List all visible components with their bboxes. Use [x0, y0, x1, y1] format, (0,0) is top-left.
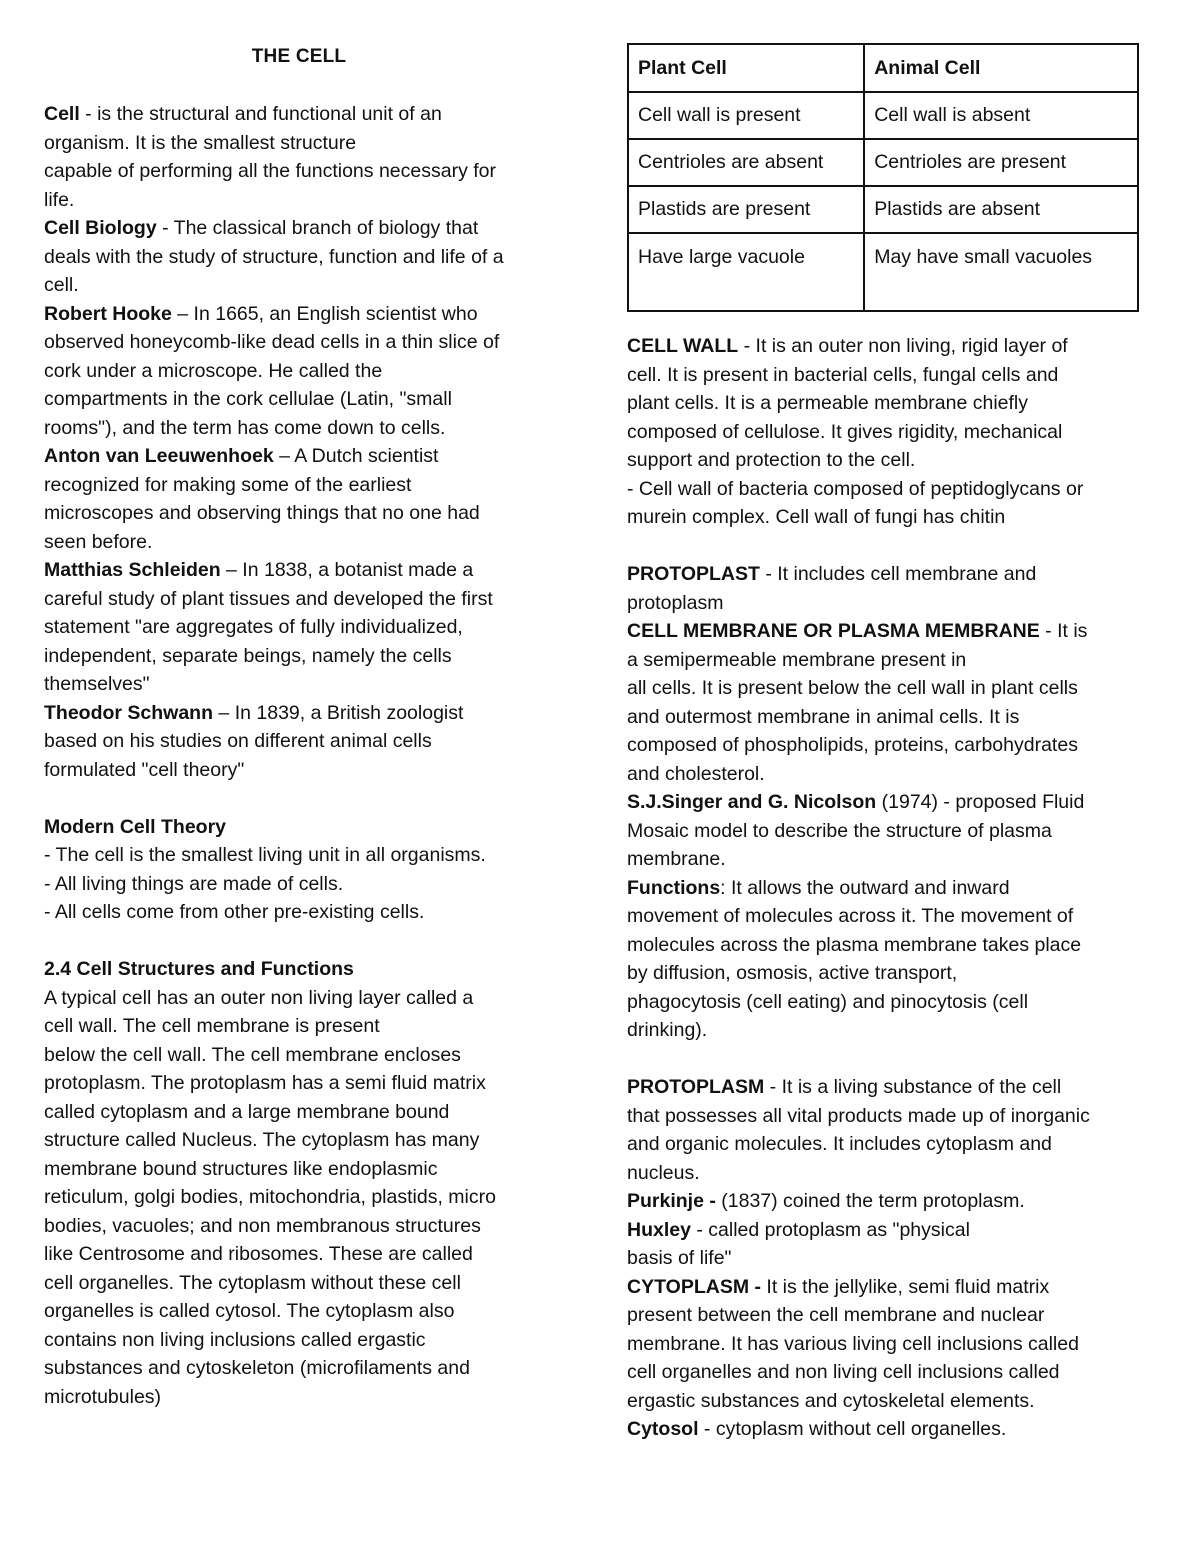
spacer [44, 927, 564, 956]
text-line: like Centrosome and ribosomes. These are called [44, 1243, 473, 1265]
cell-definition: - is the structural and functional unit of an [79, 103, 442, 125]
text-line: ergastic substances and cytoskeletal elements. [627, 1389, 1035, 1412]
table-row [628, 92, 1138, 139]
table-cell: Plastids are present [628, 186, 864, 233]
text-line: called cytoplasm and a large membrane bound [44, 1100, 450, 1123]
term-cytoplasm: CYTOPLASM - [627, 1275, 761, 1298]
text-line: plant cells. It is a permeable membrane chiefly [627, 392, 1029, 414]
text-line: by diffusion, osmosis, active transport, [627, 962, 958, 984]
spacer [44, 784, 564, 813]
text-line: drinking). [627, 1019, 708, 1041]
page-title: THE CELL [251, 46, 347, 67]
paragraph-protoplast [627, 560, 1147, 589]
paragraph-cell-biology [44, 214, 564, 243]
text-line: protoplasm [627, 591, 724, 614]
table-cell: Cell wall is absent [864, 92, 1138, 139]
text-line: basis of life" [627, 1247, 732, 1269]
schwann-text: – In 1839, a British zoologist [213, 701, 464, 724]
text-line: based on his studies on different animal cells [44, 730, 432, 752]
table-row [628, 139, 1138, 186]
term-huxley: Huxley [627, 1218, 691, 1241]
table-row [628, 186, 1138, 233]
paragraph-schleiden [44, 556, 564, 585]
text-line: cell wall. The cell membrane is present [44, 1015, 380, 1037]
leeuwenhoek-text: – A Dutch scientist [273, 445, 439, 467]
table-header-animal: Animal Cell [864, 44, 1138, 92]
text-line: reticulum, golgi bodies, mitochondria, plastids, micro [44, 1186, 496, 1208]
text-line: - Cell wall of bacteria composed of peptidoglycans or [627, 477, 1084, 500]
functions-text: : It allows the outward and inward [720, 876, 1010, 899]
term-cell: Cell [44, 103, 80, 125]
cell-biology-definition: - The classical branch of biology that [156, 217, 479, 239]
text-line: and organic molecules. It includes cytoplasm and [627, 1133, 1052, 1155]
paragraph-leeuwenhoek [44, 442, 564, 471]
text-line: cell. It is present in bacterial cells, fungal cells and [627, 363, 1059, 386]
term-protoplasm: PROTOPLASM [627, 1076, 765, 1098]
table-cell: Centrioles are absent [628, 139, 864, 186]
text-line: protoplasm. The protoplasm has a semi fluid matrix [44, 1072, 486, 1094]
paragraph-cytosol [627, 1415, 1147, 1444]
cell-wall-text: - It is an outer non living, rigid layer of [738, 335, 1068, 357]
term-protoplast: PROTOPLAST [627, 563, 760, 585]
paragraph-singer-nicolson [627, 788, 1147, 817]
text-line: independent, separate beings, namely the cells [44, 644, 452, 667]
spacer [627, 1045, 1147, 1074]
text-line: and cholesterol. [627, 762, 765, 785]
paragraph-cell [44, 100, 564, 129]
term-cytosol: Cytosol [627, 1418, 699, 1440]
text-line: below the cell wall. The cell membrane encloses [44, 1043, 461, 1066]
text-line: membrane. [627, 848, 726, 870]
paragraph-protoplasm [627, 1073, 1147, 1102]
heading-modern-cell-theory [44, 813, 564, 842]
text-line: rooms"), and the term has come down to cells. [44, 416, 446, 439]
text-line: formulated "cell theory" [44, 758, 245, 781]
table-cell: Have large vacuole [628, 233, 864, 311]
text-line: present between the cell membrane and nuclear [627, 1304, 1045, 1326]
heading-cell-structures [44, 955, 564, 984]
paragraph-cell-wall [627, 332, 1147, 361]
text-line: and outermost membrane in animal cells. It is [627, 705, 1020, 728]
comparison-table [627, 43, 1139, 312]
term-singer-nicolson: S.J.Singer and G. Nicolson [627, 791, 877, 813]
purkinje-text: (1837) coined the term protoplasm. [715, 1190, 1025, 1212]
text-line: cork under a microscope. He called the [44, 359, 383, 382]
text-line: bodies, vacuoles; and non membranous structures [44, 1214, 481, 1237]
text-line: support and protection to the cell. [627, 449, 916, 471]
text-line: murein complex. Cell wall of fungi has chitin [627, 506, 1006, 528]
text-line: movement of molecules across it. The movement of [627, 905, 1074, 927]
text-line: composed of phospholipids, proteins, carbohydrates [627, 734, 1078, 756]
term-schwann: Theodor Schwann [44, 701, 214, 724]
text-line: recognized for making some of the earliest [44, 473, 412, 496]
text-line: microscopes and observing things that no one had [44, 502, 480, 524]
theory-point: - All living things are made of cells. [44, 872, 344, 895]
table-header-row [628, 44, 1138, 92]
cell-membrane-text: - It is [1039, 620, 1088, 642]
schleiden-text: – In 1838, a botanist made a [220, 559, 474, 581]
modern-cell-theory-title: Modern Cell Theory [44, 815, 227, 838]
right-text-body [627, 332, 1147, 1444]
protoplasm-text: - It is a living substance of the cell [764, 1076, 1062, 1098]
spacer [627, 532, 1147, 561]
paragraph-purkinje [627, 1187, 1147, 1216]
table-header-plant: Plant Cell [628, 44, 864, 92]
term-cell-membrane: CELL MEMBRANE OR PLASMA MEMBRANE [627, 620, 1040, 642]
text-line: careful study of plant tissues and developed the first [44, 587, 493, 610]
text-line: membrane bound structures like endoplasmic [44, 1157, 438, 1180]
paragraph-schwann [44, 699, 564, 728]
table-cell: May have small vacuoles [864, 233, 1138, 311]
term-schleiden: Matthias Schleiden [44, 559, 221, 581]
text-line: themselves" [44, 673, 150, 695]
text-line: molecules across the plasma membrane takes place [627, 933, 1082, 956]
text-line: that possesses all vital products made up of inorganic [627, 1104, 1090, 1127]
huxley-text: - called protoplasm as "physical [690, 1218, 970, 1241]
text-line: membrane. It has various living cell inclusions called [627, 1332, 1079, 1355]
text-line: cell organelles and non living cell inclusions called [627, 1361, 1060, 1383]
cytosol-text: - cytoplasm without cell organelles. [698, 1418, 1007, 1440]
paragraph-functions [627, 874, 1147, 903]
theory-point: - The cell is the smallest living unit in all organisms. [44, 844, 486, 866]
left-text-body [44, 100, 564, 1411]
table-row [628, 233, 1138, 311]
text-line: deals with the study of structure, function and life of a [44, 245, 504, 268]
text-line: organism. It is the smallest structure [44, 131, 357, 154]
text-line: A typical cell has an outer non living layer called a [44, 986, 474, 1009]
text-line: all cells. It is present below the cell wall in plant cells [627, 677, 1078, 699]
table-cell: Cell wall is present [628, 92, 864, 139]
paragraph-robert-hooke [44, 300, 564, 329]
term-leeuwenhoek: Anton van Leeuwenhoek [44, 445, 274, 467]
cell-structures-title: 2.4 Cell Structures and Functions [44, 958, 354, 980]
text-line: nucleus. [627, 1161, 700, 1184]
text-line: a semipermeable membrane present in [627, 648, 967, 671]
term-purkinje: Purkinje - [627, 1190, 716, 1212]
robert-hooke-text: – In 1665, an English scientist who [171, 302, 478, 325]
text-line: statement "are aggregates of fully individualized, [44, 616, 463, 638]
text-line: seen before. [44, 530, 153, 553]
paragraph-cell-membrane [627, 617, 1147, 646]
text-line: Mosaic model to describe the structure of plasma [627, 819, 1052, 842]
text-line: cell. [44, 274, 79, 296]
text-line: observed honeycomb-like dead cells in a thin slice of [44, 331, 500, 353]
term-robert-hooke: Robert Hooke [44, 302, 172, 325]
text-line: phagocytosis (cell eating) and pinocytosis (cell [627, 990, 1029, 1013]
text-line: substances and cytoskeleton (microfilaments and [44, 1357, 470, 1379]
paragraph-cytoplasm [627, 1273, 1147, 1302]
protoplast-text: - It includes cell membrane and [759, 563, 1037, 585]
text-line: structure called Nucleus. The cytoplasm has many [44, 1129, 480, 1151]
text-line: contains non living inclusions called ergastic [44, 1328, 426, 1351]
table-cell: Plastids are absent [864, 186, 1138, 233]
text-line: composed of cellulose. It gives rigidity, mechanical [627, 420, 1063, 443]
text-line: microtubules) [44, 1385, 162, 1408]
text-line: organelles is called cytosol. The cytoplasm also [44, 1300, 455, 1322]
term-functions: Functions [627, 876, 721, 899]
theory-point: - All cells come from other pre-existing cells. [44, 901, 425, 923]
text-line: compartments in the cork cellulae (Latin, "small [44, 388, 452, 410]
cytoplasm-text: It is the jellylike, semi fluid matrix [760, 1275, 1050, 1298]
table-cell: Centrioles are present [864, 139, 1138, 186]
paragraph-huxley [627, 1216, 1147, 1245]
singer-nicolson-text: (1974) - proposed Fluid [876, 791, 1085, 813]
term-cell-biology: Cell Biology [44, 217, 157, 239]
text-line: capable of performing all the functions necessary for [44, 160, 496, 182]
text-line: life. [44, 188, 75, 211]
term-cell-wall: CELL WALL [627, 335, 739, 357]
text-line: cell organelles. The cytoplasm without these cell [44, 1271, 461, 1294]
